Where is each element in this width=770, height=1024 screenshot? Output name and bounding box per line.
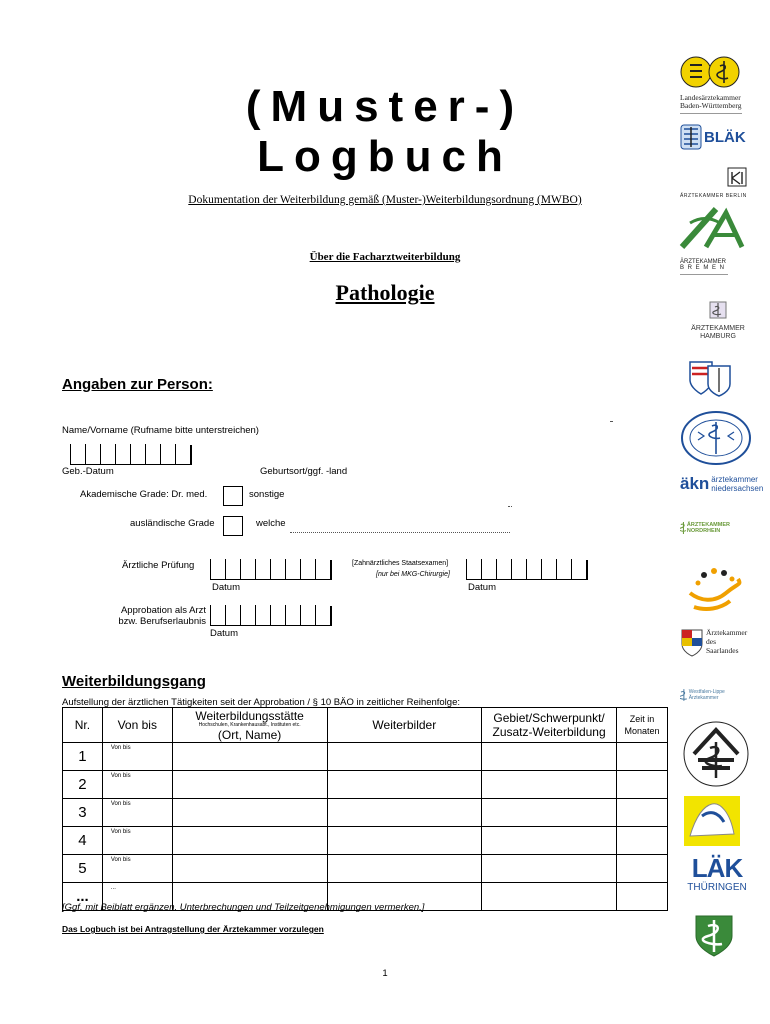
logo-blaek [680,124,752,150]
sachsen-emblem-icon [692,912,736,958]
dental-date-boxes[interactable] [466,558,588,580]
berlin-text: ÄRZTEKAMMER BERLIN [680,193,747,199]
logo-saarland [680,628,754,658]
which-line[interactable] [290,532,510,533]
col-time-line-2: Monaten [624,726,660,736]
col-site-place: (Ort, Name) [217,727,282,742]
row-nr: 4 [63,827,103,855]
training-heading: Weiterbildungsgang [62,673,206,690]
other-label: sonstige [249,489,285,500]
footer-note: Das Logbuch ist bei Antragstellung der Ärztekammer vorzulegen [62,924,324,934]
saarland-emblem-icon [680,628,704,658]
approbation-date-boxes[interactable] [210,604,332,626]
col-vonbis: Von bis [102,708,172,743]
col-area [482,708,617,743]
bw-line-2: Baden-Württemberg [680,101,742,110]
bremen-divider [680,274,728,275]
logo-sachsen [692,912,736,963]
hessen-emblem-icon [686,358,734,398]
row-area[interactable] [482,883,617,911]
row-time[interactable] [617,799,668,827]
row-site[interactable] [172,855,327,883]
aekn-big: äkn [680,474,710,493]
wl-text: Westfalen-Lippe Ärztekammer [688,689,725,701]
wl-emblem-icon [680,688,688,702]
logo-bremen [680,259,752,275]
rlp-emblem-icon [684,563,744,615]
page-number: 1 [382,968,388,979]
subtitle: Dokumentation der Weiterbildung gemäß (Muster-)Weiterbildungsordnung (MWBO) [188,194,582,206]
foreign-checkbox[interactable] [223,516,243,536]
col-area-line-2: Zusatz-Weiterbildung [492,725,606,739]
row-area[interactable] [482,799,617,827]
table-row [63,799,668,827]
saar-line-2: des [706,637,716,646]
dental-note: [nur bei MKG-Chirurgie] [376,571,450,578]
aekn-line-2: niedersachsen [711,484,764,493]
row-area[interactable] [482,771,617,799]
col-site-sub: Hochschulen, Krankenhausabt., Instituten etc. [198,721,301,728]
bremen-line-1: ÄRZTEKAMMER [680,259,727,265]
col-site-title: Weiterbildungsstätte [195,708,304,723]
row-vonbis[interactable]: Von bis [102,771,172,799]
birthplace-label: Geburtsort/ggf. -land [260,466,348,477]
exam-date-label: Datum [212,582,240,593]
row-area[interactable] [482,855,617,883]
training-note: [Ggf. mit Beiblatt ergänzen. Unterbrechungen und Teilzeitgenehmigungen vermerken.] [62,902,425,913]
logo-hamburg [684,300,752,341]
nordrhein-text: ÄRZTEKAMMER NORDRHEIN [686,522,730,534]
saar-line-3: Saarlandes [706,646,739,655]
about-line: Über die Facharztweiterbildung [309,251,461,263]
row-time[interactable] [617,855,668,883]
logo-thueringen [680,854,754,893]
logo-hessen [686,358,734,403]
name-line [610,421,612,422]
row-trainer[interactable] [327,743,482,771]
brandenburg-emblem-icon [676,203,752,253]
bw-divider [680,113,742,114]
logo-westfalen-lippe [680,688,754,702]
title-line-2: Logbuch [257,132,513,181]
table-row [63,855,668,883]
row-vonbis[interactable]: ... [102,883,172,911]
row-site[interactable] [172,827,327,855]
col-time-line-1: Zeit in [629,714,655,724]
exam-label: Ärztliche Prüfung [122,560,195,571]
training-intro: Aufstellung der ärztlichen Tätigkeiten seit der Approbation / § 10 BÄO in zeitlicher Reihenfolge: [62,697,461,708]
dr-med-checkbox[interactable] [223,486,243,506]
logo-nordrhein [680,520,754,536]
bw-emblem-icon [680,55,752,89]
row-trainer[interactable] [327,855,482,883]
nordrhein-emblem-icon [680,520,687,536]
row-nr: 3 [63,799,103,827]
row-nr: 5 [63,855,103,883]
foreign-label: ausländische Grade [130,518,215,529]
row-site[interactable] [172,743,327,771]
row-time[interactable] [617,827,668,855]
exam-date-boxes[interactable] [210,558,332,580]
logo-rheinland-pfalz [684,563,744,620]
row-nr: 1 [63,743,103,771]
dental-label: [Zahnärztliches Staatsexamen] [352,560,449,567]
specialty-title: Pathologie [335,280,435,305]
row-nr: 2 [63,771,103,799]
col-time [617,708,668,743]
saar-line-1: Ärztekammer [706,628,748,637]
logo-berlin [680,166,752,199]
table-row [63,743,668,771]
row-area[interactable] [482,827,617,855]
table-header-row [63,708,668,743]
other-line [508,506,512,507]
sa-emblem-icon [680,718,752,790]
row-vonbis[interactable]: Von bis [102,827,172,855]
logo-schleswig-holstein [684,796,740,851]
row-vonbis[interactable]: Von bis [102,743,172,771]
row-trainer[interactable] [327,799,482,827]
logo-mecklenburg [680,410,752,471]
row-trainer[interactable] [327,827,482,855]
logo-niedersachsen [680,474,764,493]
bw-line-1: Landesärztekammer [680,93,741,102]
col-trainer: Weiterbilder [327,708,482,743]
which-label: welche [256,518,286,529]
mv-emblem-icon [680,410,752,466]
bremen-line-2: B R E M E N [680,265,726,271]
row-nr: ... [63,883,103,911]
table-row [63,827,668,855]
col-nr: Nr. [63,708,103,743]
aekn-line-1: ärztekammer [711,475,758,484]
row-site[interactable] [172,771,327,799]
blaek-emblem-icon [680,124,702,150]
thue-text: THÜRINGEN [687,882,747,893]
training-table [62,707,668,911]
row-vonbis[interactable]: Von bis [102,855,172,883]
dental-date-label: Datum [468,582,496,593]
logo-brandenburg [676,203,752,258]
dob-label: Geb.-Datum [62,466,114,477]
approbation-line-1: Approbation als Arzt [120,605,206,616]
row-area[interactable] [482,743,617,771]
academic-label: Akademische Grade: Dr. med. [80,489,208,500]
person-heading: Angaben zur Person: [62,376,213,393]
sh-emblem-icon [684,796,740,846]
name-label: Name/Vorname (Rufname bitte unterstreichen) [62,425,259,436]
row-vonbis[interactable]: Von bis [102,799,172,827]
hamburg-line-1: ÄRZTEKAMMER [691,325,745,332]
berlin-emblem-icon [680,166,752,188]
approbation-date-label: Datum [210,628,238,639]
blaek-text: BLÄK [704,128,746,146]
hamburg-line-2: HAMBURG [700,333,736,340]
approbation-line-2: bzw. Berufserlaubnis [118,616,206,627]
hamburg-emblem-icon [707,300,729,320]
logo-sachsen-anhalt [680,718,752,795]
col-area-line-1: Gebiet/Schwerpunkt/ [493,711,605,725]
logo-baden-wuerttemberg [680,55,752,114]
dob-boxes[interactable] [70,443,192,465]
row-site[interactable] [172,799,327,827]
col-site [172,708,327,743]
thue-big: LÄK [691,853,743,883]
row-time[interactable] [617,743,668,771]
row-time[interactable] [617,883,668,911]
row-trainer[interactable] [327,771,482,799]
table-row [63,771,668,799]
title-line-1: (Muster-) [245,82,525,131]
row-time[interactable] [617,771,668,799]
